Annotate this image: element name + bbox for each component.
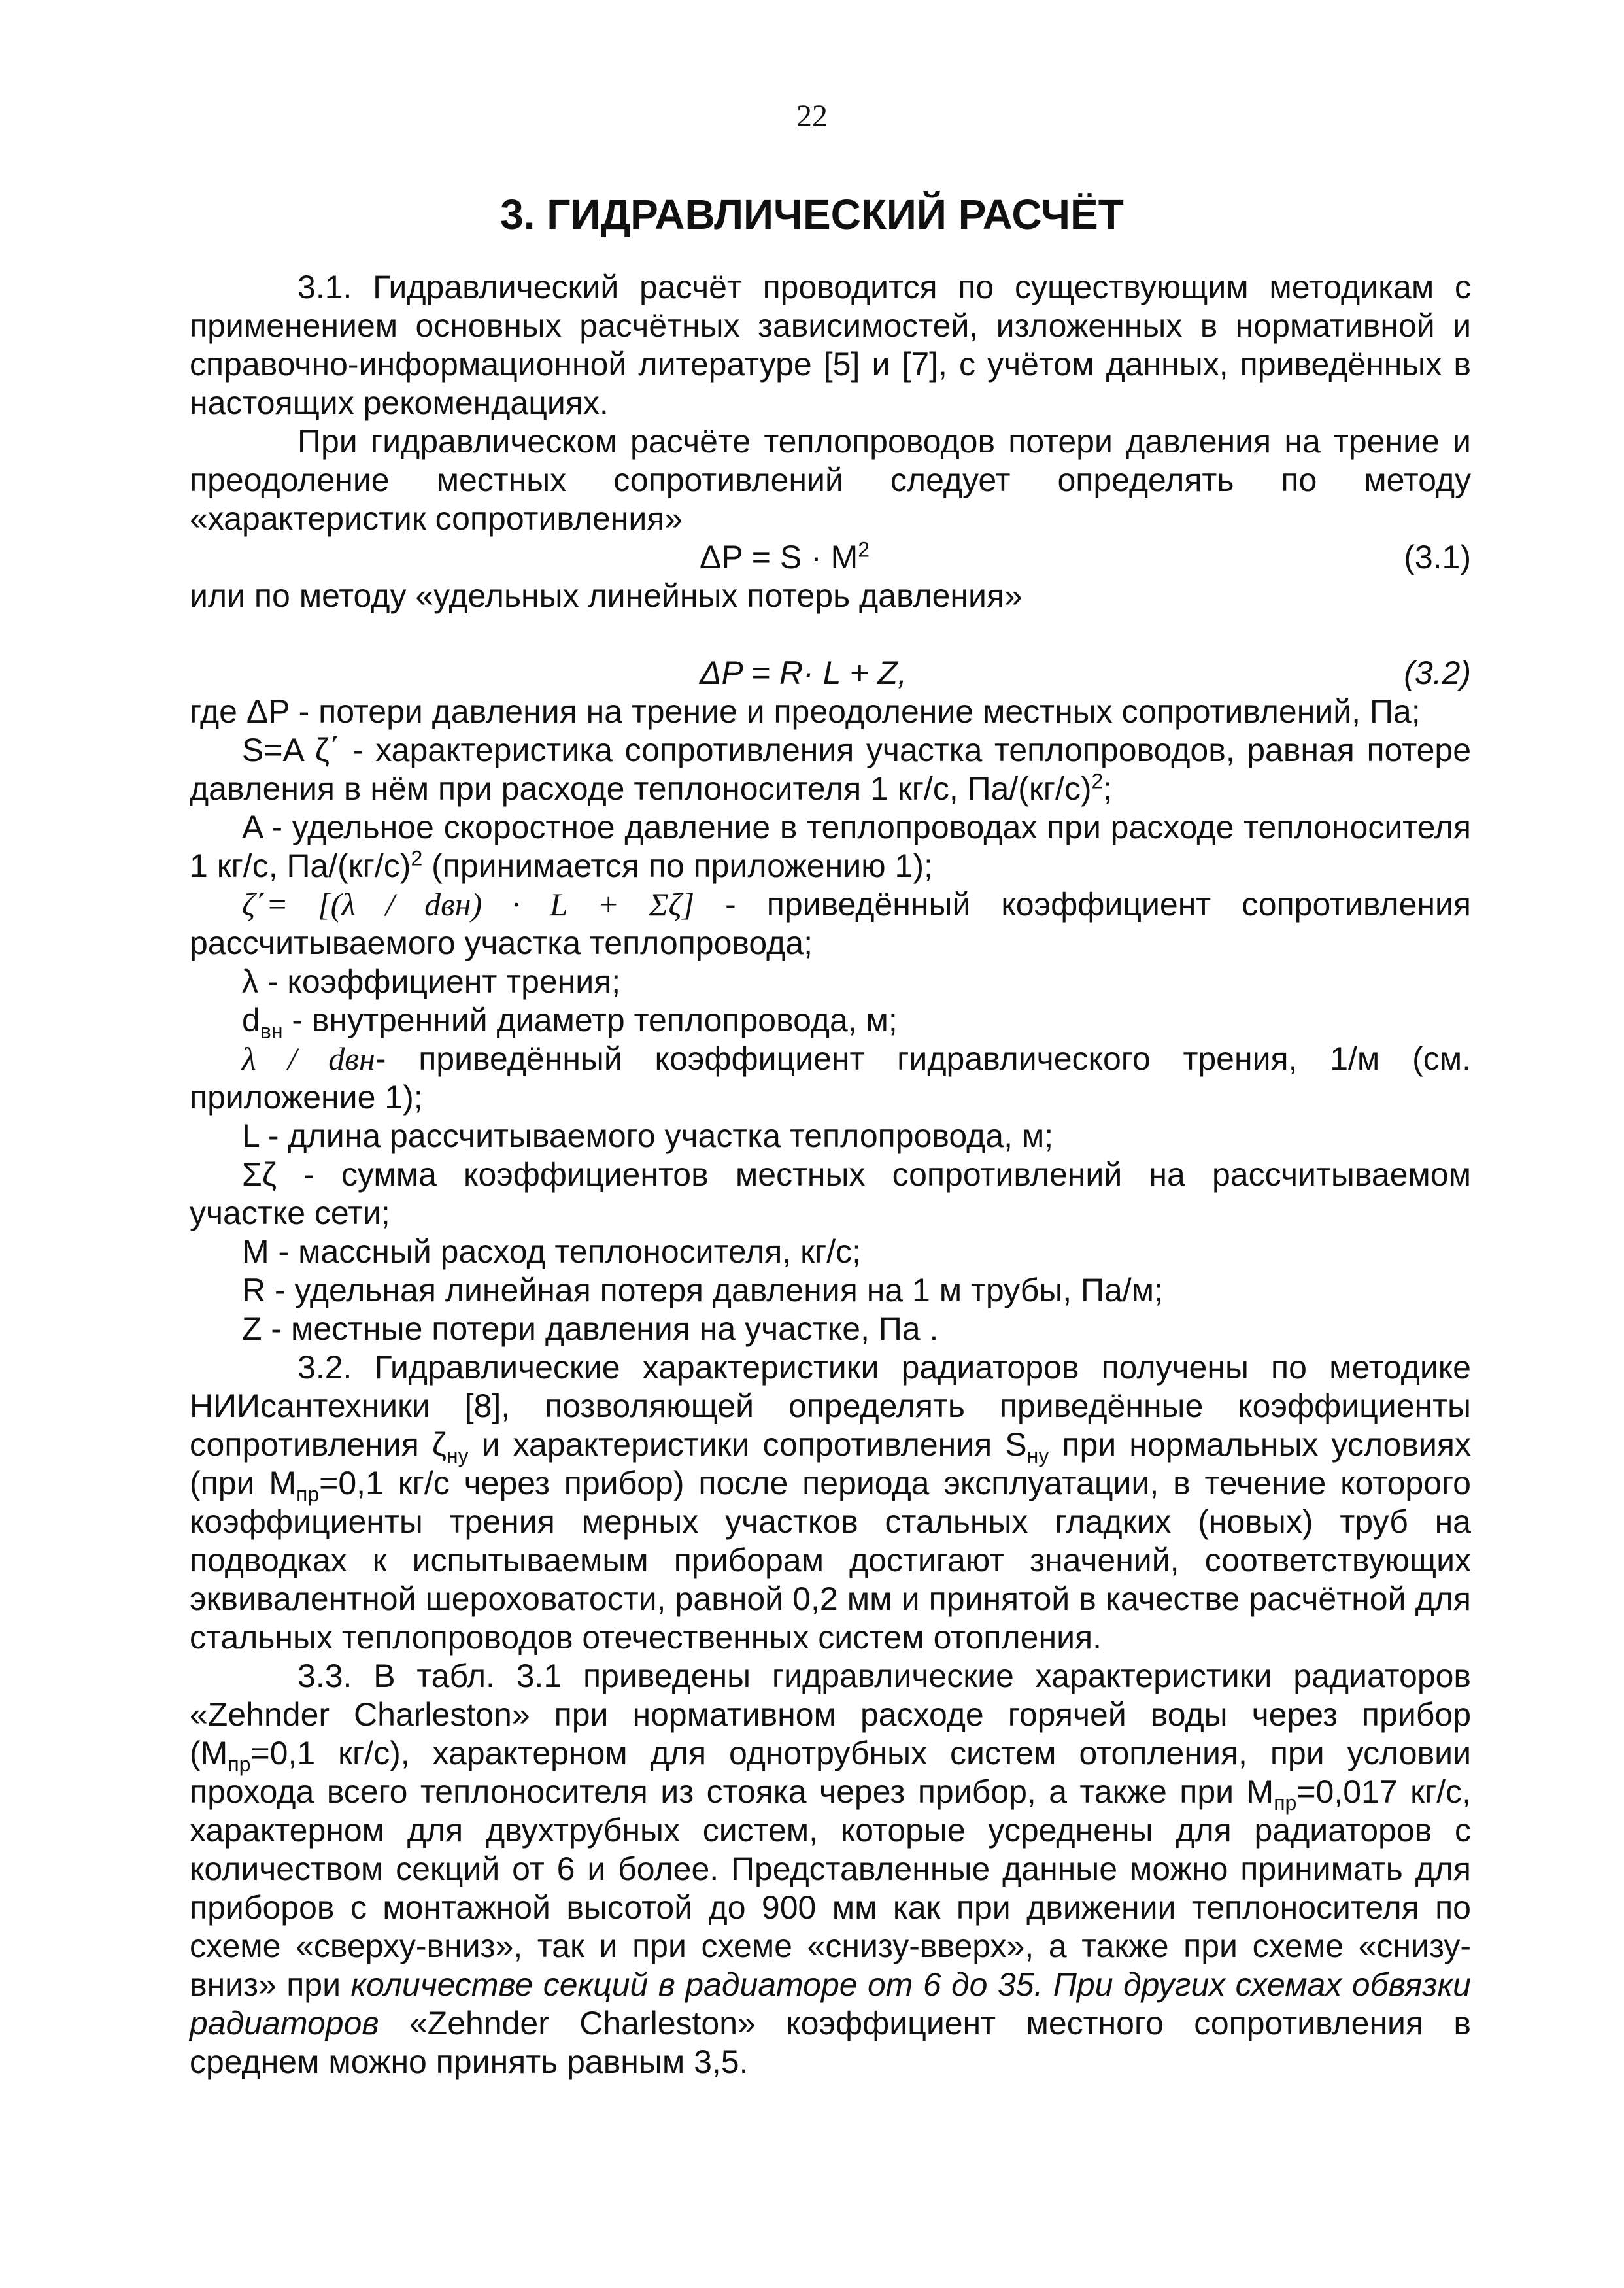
- formula-3-2-expression: ΔP = R· L + Z,: [700, 655, 907, 691]
- definition-d: $d_{вн}$ - внутренний диаметр теплопровода, м;: [242, 1002, 898, 1043]
- formula-3-2-number: (3.2): [1404, 655, 1471, 691]
- paragraph-or: или по методу «удельных линейных потерь давления»: [190, 577, 1023, 614]
- formula-3-1-expression: $\Delta P = S \cdot M^2$: [700, 538, 870, 575]
- definition-m: M - массный расход теплоносителя, кг/с;: [242, 1233, 861, 1270]
- formula-3-1-number: (3.1): [1404, 539, 1471, 575]
- lambda-d-formula: λ / dвн: [242, 1040, 375, 1077]
- definitions-list: [190, 692, 1471, 1348]
- definition-l: L - длина рассчитываемого участка теплопровода, м;: [242, 1118, 1054, 1154]
- formula-3-1: [190, 538, 1471, 577]
- definition-zeta: ζ΄= [(λ / dвн) · L + Σζ] - приведённый коэффициент сопротивления рассчитываемого участка теплопровода;: [190, 886, 1471, 961]
- formula-3-2: [190, 654, 1471, 692]
- page-number: 22: [796, 99, 828, 133]
- definition-r: R - удельная линейная потеря давления на 1 м трубы, Па/м;: [242, 1272, 1163, 1308]
- section-heading: 3. ГИДРАВЛИЧЕСКИЙ РАСЧЁТ: [500, 191, 1124, 238]
- paragraph-3-3: 3.3. В табл. 3.1 приведены гидравлические характеристики радиаторов «Zehnder Charleston» при нормативном расходе горячей воды через прибор ($M_{пр}=0,1$ кг/с), характерном для однотрубных систем отопления, при условии прохода всего теплоносителя из стояка через прибор, а также при $M_{пр}=0,017$ кг/с, характерном для двухтрубных систем, которые усреднены для радиаторов с количеством секций от 6 и более. Представленные данные можно принимать для приборов с монтажной высотой до 900 мм как при движении теплоносителя по схеме «сверху-вниз», так и при схеме «снизу-вверх», а также при схеме «снизу-вниз» при количестве секций в радиаторе от 6 до 35. При других схемах обвязки радиаторов «Zehnder Charleston» коэффициент местного сопротивления в среднем можно принять равным 3,5.: [190, 1658, 1471, 2080]
- definition-s: S=A ζ΄ - характеристика сопротивления участка теплопроводов, равная потере давления в нём при расходе теплоносителя 1 кг/с, $Па/(кг/с)^2$;: [190, 732, 1471, 807]
- definition-a: A - удельное скоростное давление в теплопроводах при расходе теплоносителя 1 кг/с, $Па/(кг/с)^2$ (принимается по приложению 1);: [190, 809, 1471, 884]
- zeta-formula: ζ΄= [(λ / dвн) · L + Σζ]: [242, 886, 695, 923]
- definition-lambda: λ - коэффициент трения;: [242, 963, 621, 1000]
- paragraph-3-2: 3.2. Гидравлические характеристики радиаторов получены по методике НИИсантехники [8], позволяющей определять приведённые коэффициенты сопротивления $\zeta_{ну}$ и характеристики сопротивления $S_{ну}$ при нормальных условиях (при $M_{пр}=0,1$ кг/с через прибор) после периода эксплуатации, в течение которого коэффициенты трения мерных участков стальных гладких (новых) труб на подводках к испытываемым приборам достигают значений, соответствующих эквивалентной шероховатости, равной 0,2 мм и принятой в качестве расчётной для стальных теплопроводов отечественных систем отопления.: [190, 1349, 1472, 1656]
- definition-z: Z - местные потери давления на участке, Па .: [242, 1310, 939, 1347]
- definition-lambda-d: λ / dвн- приведённый коэффициент гидравлического трения, 1/м (см. приложение 1);: [190, 1040, 1471, 1116]
- paragraph-method: При гидравлическом расчёте теплопроводов потери давления на трение и преодоление местных сопротивлений следует определять по методу «характеристик сопротивления»: [190, 423, 1471, 537]
- definition-delta-p: где ΔP - потери давления на трение и преодоление местных сопротивлений, Па;: [190, 693, 1421, 730]
- paragraph-3-1: 3.1. Гидравлический расчёт проводится по существующим методикам с применением основных расчётных зависимостей, изложенных в нормативной и справочно-информационной литературе [5] и [7], с учётом данных, приведённых в настоящих рекомендациях.: [190, 269, 1471, 421]
- document-body: [190, 268, 1471, 2081]
- spacer: [190, 615, 1471, 654]
- definition-sum-zeta: Σζ - сумма коэффициентов местных сопротивлений на рассчитываемом участке сети;: [190, 1156, 1471, 1231]
